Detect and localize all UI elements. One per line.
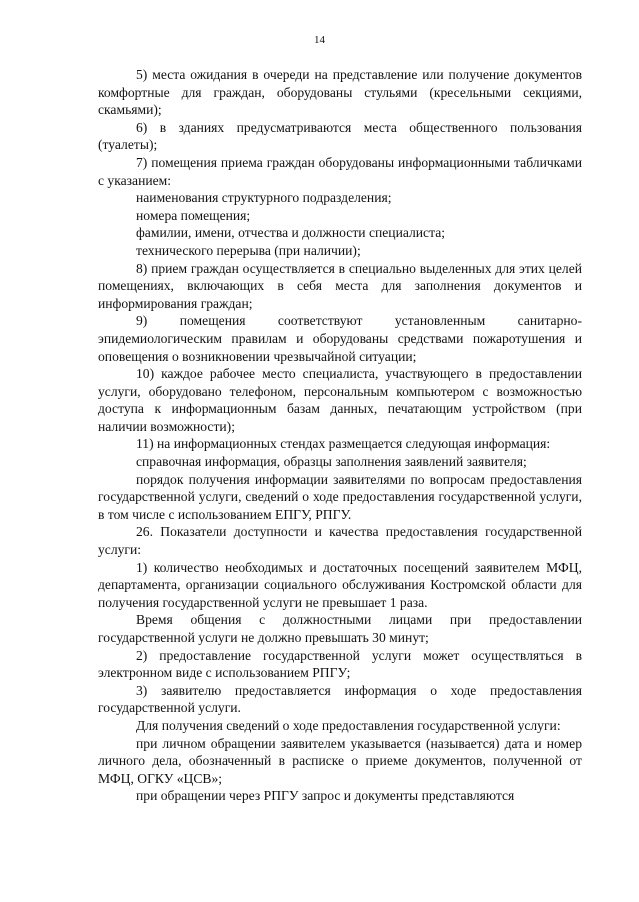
paragraph-subitem: номера помещения; <box>136 207 251 223</box>
page-number: 14 <box>314 34 325 46</box>
paragraph-text: Для получения сведений о ходе предоставления государственной услуги: <box>136 717 561 733</box>
paragraph-section-26: 26. Показатели доступности и качества предоставления государственной услуги: <box>98 524 582 558</box>
paragraph-item-2: 2) предоставление государственной услуги может осуществляться в электронном виде с использованием РПГУ; <box>98 647 582 681</box>
paragraph-text: Время общения с должностными лицами при предоставлении государственной услуги не должно превышать 30 минут; <box>98 612 582 645</box>
paragraph-subitem: при обращении через РПГУ запрос и документы представляются <box>136 788 515 804</box>
paragraph-subitem: наименования структурного подразделения; <box>136 190 392 206</box>
paragraph-item-9: 9) помещения соответствуют установленным санитарно-эпидемиологическим правилам и оборудованы средствами пожаротушения и оповещения о возникновении чрезвычайной ситуации; <box>98 313 582 364</box>
paragraph-subitem: справочная информация, образцы заполнения заявлений заявителя; <box>136 454 527 470</box>
paragraph-item-1: 1) количество необходимых и достаточных посещений заявителем МФЦ, департамента, организации социального обслуживания Костромской области для получения государственной услуги не превышает 1 раза. <box>98 559 582 610</box>
paragraph-item-11: 11) на информационных стендах размещается следующая информация: <box>136 436 551 452</box>
paragraph-subitem: порядок получения информации заявителями по вопросам предоставления государственной услуги, сведений о ходе предоставления государственной услуги, в том числе с использованием ЕПГУ, РПГУ. <box>98 471 582 522</box>
paragraph-subitem: при личном обращении заявителем указывается (называется) дата и номер личного дела, обозначенный в расписке о приеме документов, полученной от МФЦ, ОГКУ «ЦСВ»; <box>98 735 582 786</box>
paragraph-item-3: 3) заявителю предоставляется информация о ходе предоставления государственной услуги. <box>98 682 582 716</box>
document-body <box>98 66 582 805</box>
paragraph-item-6: 6) в зданиях предусматриваются места общественного пользования (туалеты); <box>98 119 582 153</box>
paragraph-subitem: технического перерыва (при наличии); <box>136 242 361 258</box>
paragraph-item-8: 8) прием граждан осуществляется в специально выделенных для этих целей помещениях, включающих в себя места для заполнения документов и информирования граждан; <box>98 260 582 311</box>
paragraph-item-10: 10) каждое рабочее место специалиста, участвующего в предоставлении услуги, оборудовано телефоном, персональным компьютером с возможностью доступа к информационным базам данных, печатающим устройством (при наличии возможности); <box>98 366 582 434</box>
paragraph-item-7: 7) помещения приема граждан оборудованы информационными табличками с указанием: <box>98 154 582 188</box>
paragraph-item-5: 5) места ожидания в очереди на представление или получение документов комфортные для граждан, оборудованы стульями (кресельными секциями, скамьями); <box>98 67 582 118</box>
paragraph-subitem: фамилии, имени, отчества и должности специалиста; <box>136 225 446 241</box>
